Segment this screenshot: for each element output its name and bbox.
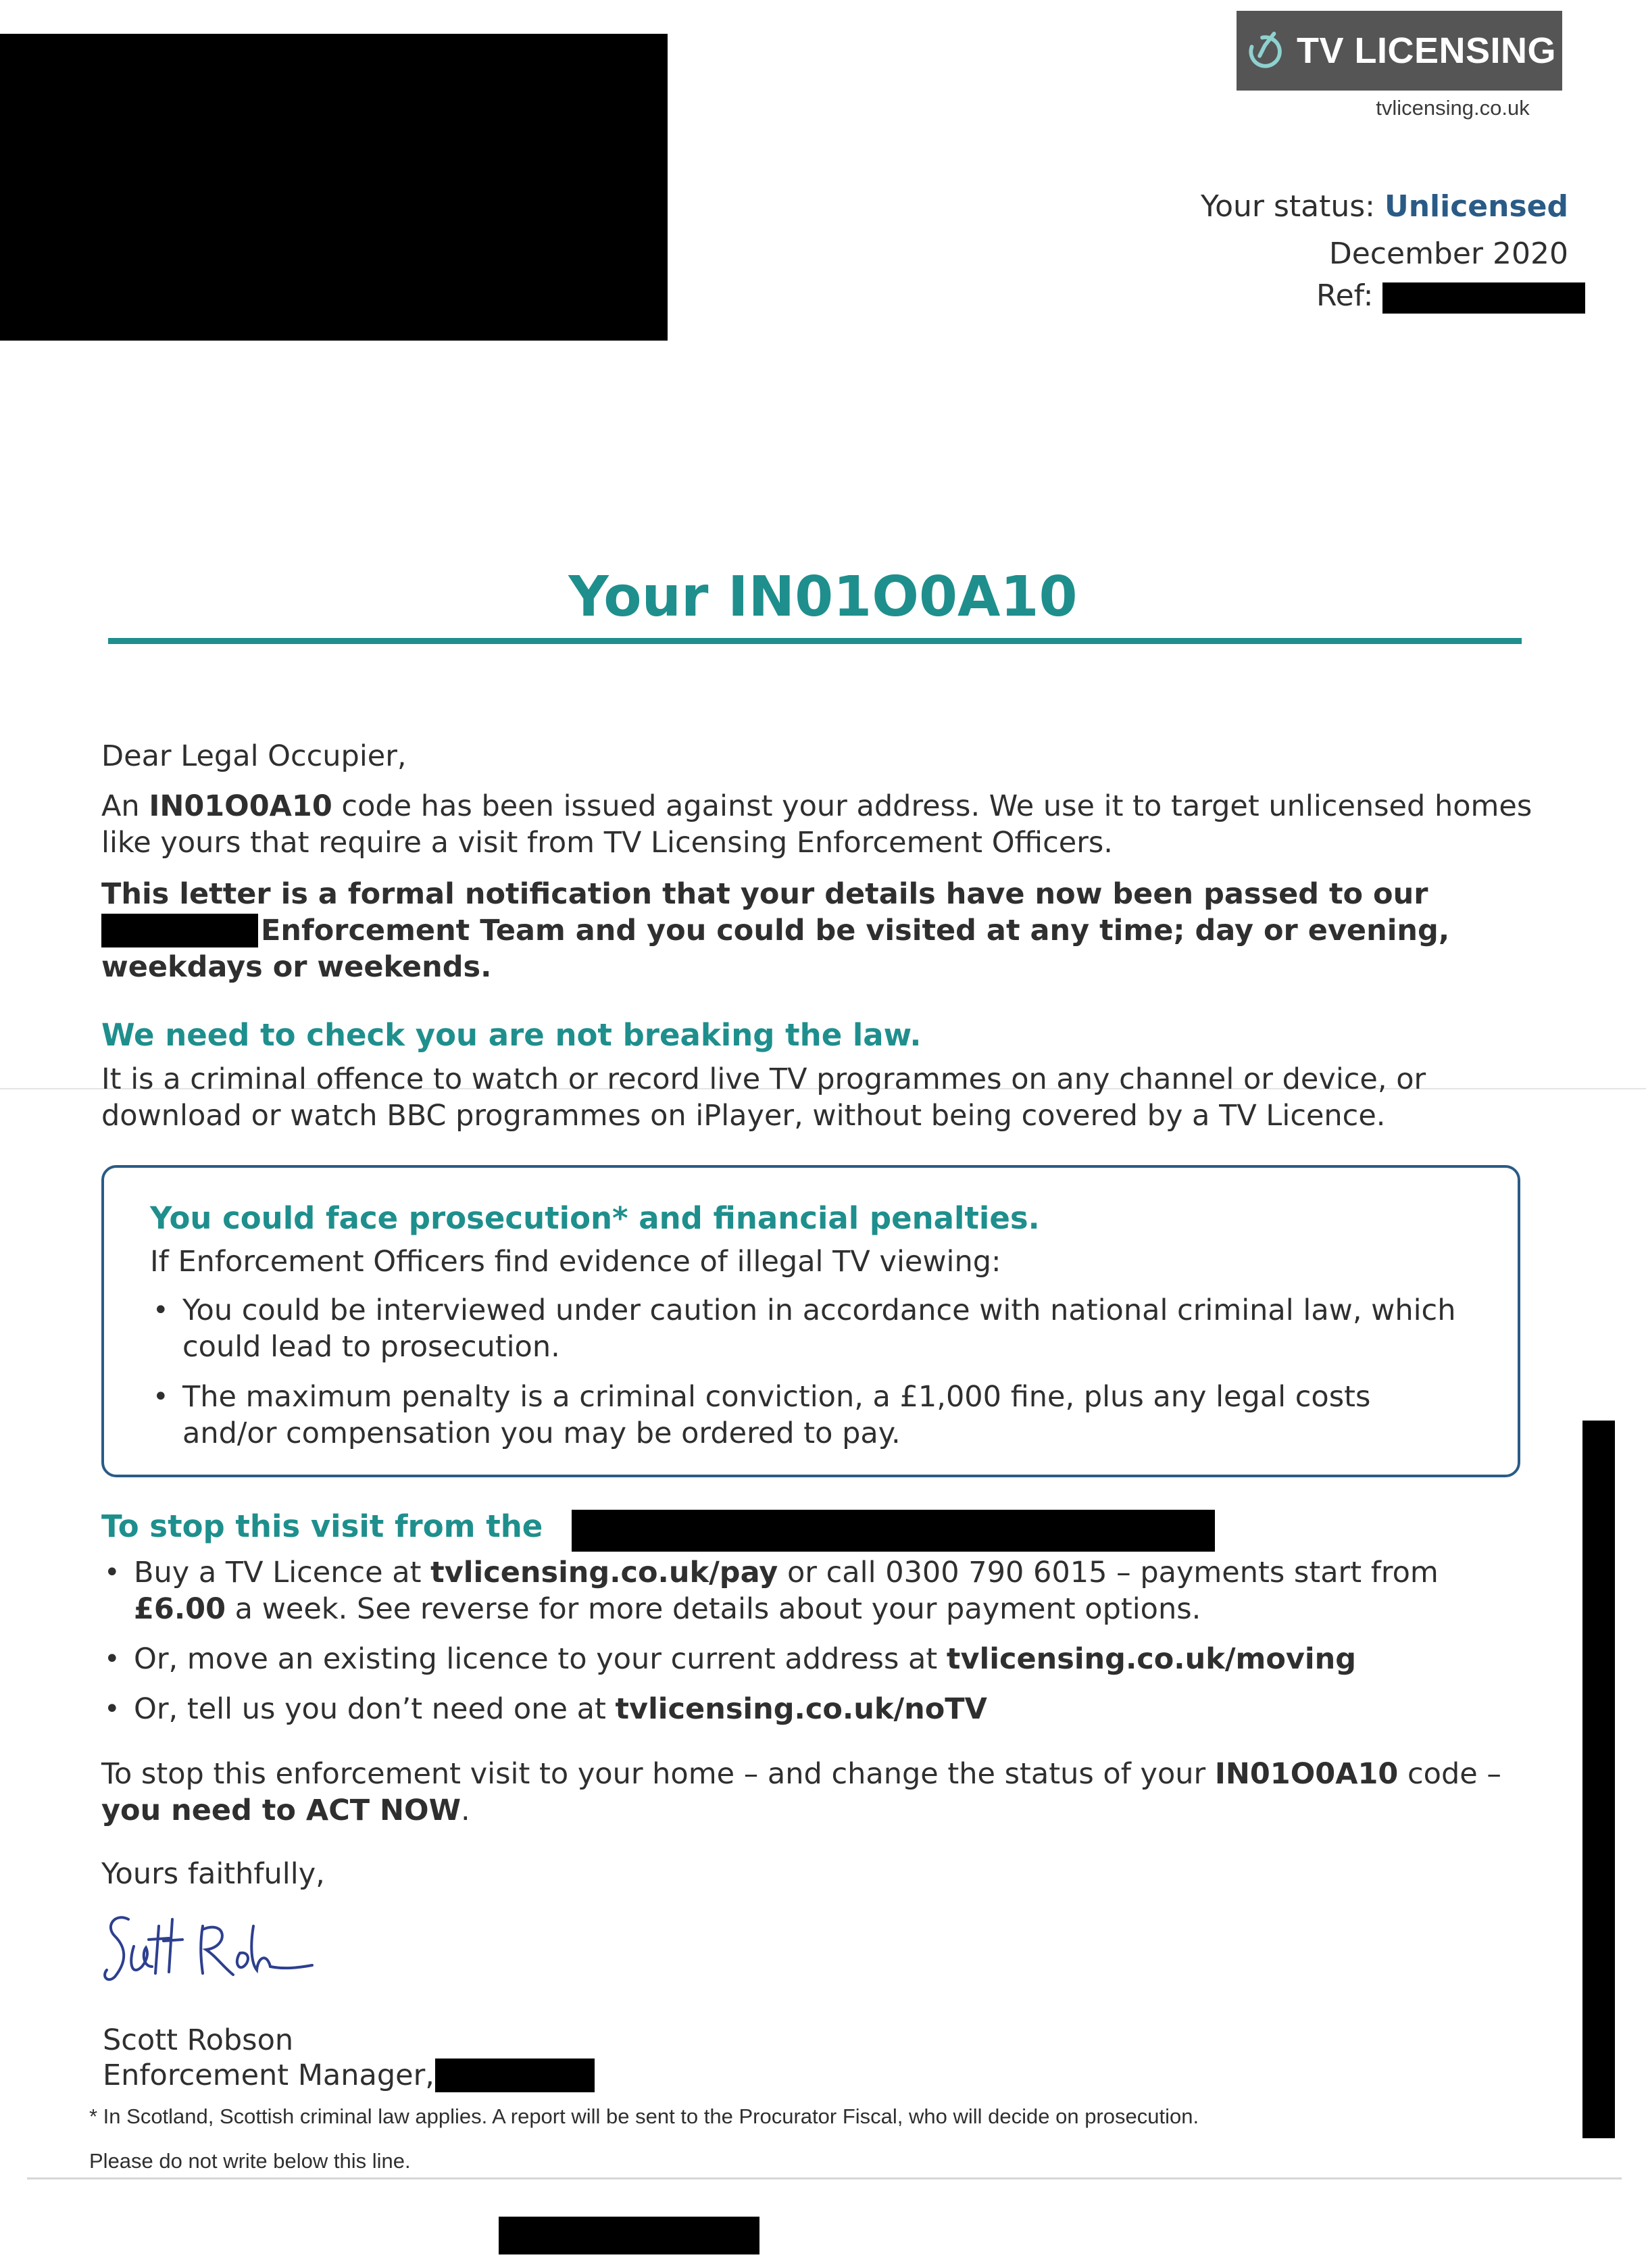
redacted-ref-number <box>1382 282 1585 314</box>
stop-visit-heading: To stop this visit from the <box>101 1508 543 1544</box>
salutation: Dear Legal Occupier, <box>101 739 407 773</box>
tick-circle-icon <box>1243 30 1285 72</box>
stop-item-text: Or, move an existing licence to your current address at <box>134 1642 947 1676</box>
title-code: IN01O0A10 <box>727 565 1078 629</box>
law-paragraph: It is a criminal offence to watch or record live TV programmes on any channel or device, or download or watch BBC programmes on iPlayer, without being covered by a TV Licence. <box>101 1062 1426 1133</box>
stop-item-moving <box>101 1641 1453 1677</box>
logo-url: tvlicensing.co.uk <box>1376 96 1530 120</box>
tv-licensing-logo <box>1237 11 1562 91</box>
para2-line3: weekdays or weekends. <box>101 950 492 984</box>
act-pre: To stop this enforcement visit to your home – and change the status of your <box>101 1757 1215 1791</box>
penalty-bullet: • The maximum penalty is a criminal conviction, a £1,000 fine, plus any legal costs and/or compensation you may be ordered to pay. <box>150 1379 1468 1452</box>
signer-role: Enforcement Manager, <box>103 2059 434 2092</box>
act-post: . <box>461 1794 470 1827</box>
pay-link[interactable]: tvlicensing.co.uk/pay <box>430 1556 778 1589</box>
stop-visit-list <box>101 1554 1453 1741</box>
redacted-side-strip <box>1582 1421 1615 2138</box>
para2-line2-wrap <box>101 912 1534 949</box>
redacted-manager-org <box>435 2059 595 2092</box>
para1-pre: An <box>101 789 149 823</box>
closing: Yours faithfully, <box>101 1857 325 1891</box>
stop-item-pay <box>101 1554 1453 1627</box>
notv-link[interactable]: tvlicensing.co.uk/noTV <box>615 1692 987 1726</box>
logo-text: TV LICENSING <box>1296 30 1557 71</box>
para1-post: code has been issued against your address. We use it to target unlicensed homes like yours that require a visit from TV Licensing Enforcement Officers. <box>101 789 1532 860</box>
intro-paragraph <box>101 788 1554 861</box>
notification-paragraph <box>101 876 1534 985</box>
stop-item-notv <box>101 1691 1453 1727</box>
tear-line <box>27 2177 1622 2179</box>
stop-item-text: or call 0300 790 6015 – payments start from <box>778 1556 1439 1589</box>
law-heading: We need to check you are not breaking the law. <box>101 1017 922 1053</box>
act-now-paragraph <box>101 1756 1520 1829</box>
penalty-intro: If Enforcement Officers find evidence of illegal TV viewing: <box>150 1245 1001 1279</box>
penalty-heading: You could face prosecution* and financial penalties. <box>150 1200 1040 1236</box>
status-value: Unlicensed <box>1385 189 1568 224</box>
do-not-write-notice: Please do not write below this line. <box>89 2149 411 2173</box>
letter-date: December 2020 <box>1328 237 1568 271</box>
title-divider <box>108 638 1522 644</box>
redacted-bottom-code <box>499 2217 759 2254</box>
status-label: Your status: <box>1201 189 1375 224</box>
title-prefix: Your <box>568 565 728 629</box>
para2-line2: Enforcement Team and you could be visited at any time; day or evening, <box>261 914 1450 947</box>
signer-name: Scott Robson <box>103 2023 294 2057</box>
stop-item-text: a week. See reverse for more details about your payment options. <box>226 1592 1201 1626</box>
redacted-address-block <box>0 34 668 341</box>
para2-line1: This letter is a formal notification that your details have now been passed to our <box>101 877 1428 911</box>
moving-link[interactable]: tvlicensing.co.uk/moving <box>946 1642 1357 1676</box>
stop-item-text: Or, tell us you don’t need one at <box>134 1692 616 1726</box>
scotland-footnote: * In Scotland, Scottish criminal law applies. A report will be sent to the Procurator Fiscal, who will decide on prosecution. <box>89 2104 1199 2128</box>
act-now: you need to ACT NOW <box>101 1794 462 1827</box>
penalty-list <box>150 1292 1468 1465</box>
para1-code: IN01O0A10 <box>149 789 332 823</box>
ref-label: Ref: <box>1316 278 1374 313</box>
status-line <box>1201 189 1568 224</box>
stop-item-text: Buy a TV Licence at <box>134 1556 431 1589</box>
redacted-stop-heading-tail <box>572 1510 1215 1552</box>
signature <box>101 1899 318 2000</box>
letter-title <box>0 565 1646 629</box>
penalty-bullet: • You could be interviewed under caution in accordance with national criminal law, which could lead to prosecution. <box>150 1292 1468 1365</box>
weekly-price: £6.00 <box>134 1592 226 1626</box>
act-mid: code – <box>1398 1757 1501 1791</box>
act-code: IN01O0A10 <box>1214 1757 1399 1791</box>
